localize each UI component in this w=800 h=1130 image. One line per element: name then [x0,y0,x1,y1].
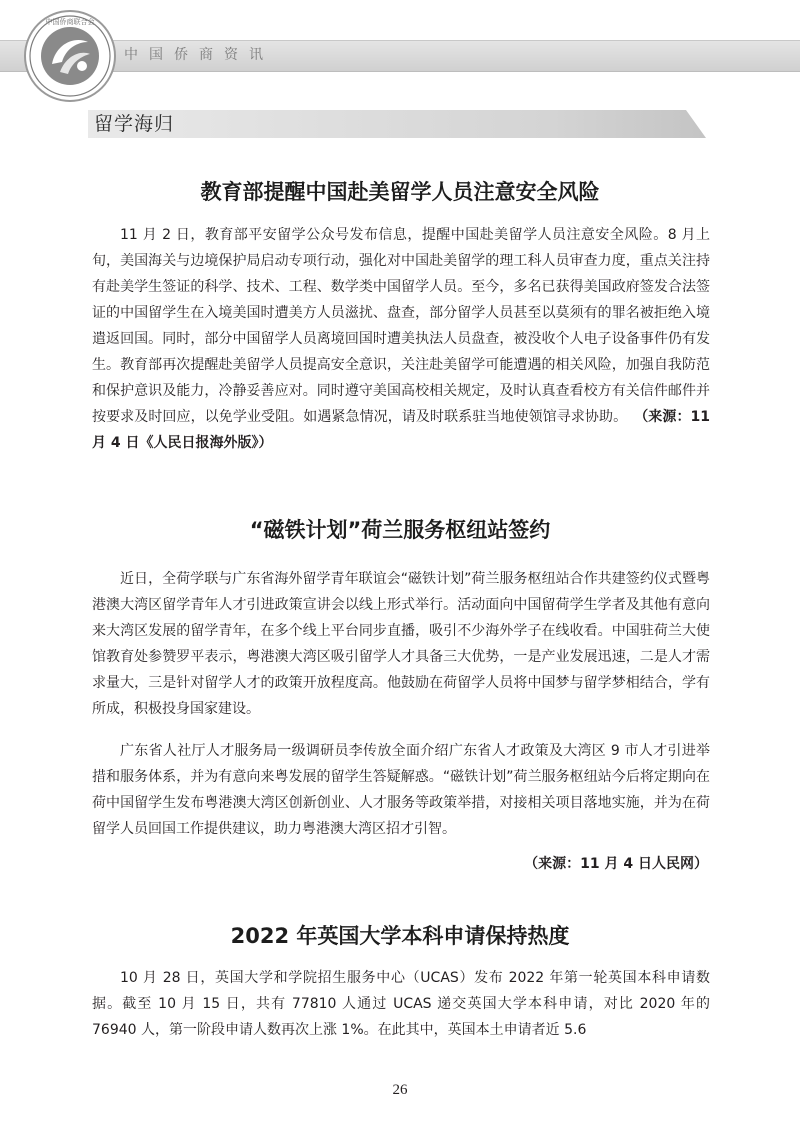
svg-text:中国侨商联合会: 中国侨商联合会 [45,18,95,26]
logo-emblem [22,8,118,104]
article-3-paragraph: 10 月 28 日，英国大学和学院招生服务中心（UCAS）发布 2022 年第一轮英国本科申请数据。截至 10 月 15 日，共有 77810 人通过 UCAS 递交英国大学本科申请，对比 2020 年的 76940 人，第一阶段申请人数再次上涨 1%。在此其中，英国本土申请者近 5.6 [92,970,710,1038]
article-3-title: 2022 年英国大学本科申请保持热度 [230,924,570,948]
article-1-body: 11 月 2 日，教育部平安留学公众号发布信息，提醒中国赴美留学人员注意安全风险。8 月上旬，美国海关与边境保护局启动专项行动，强化对中国赴美留学的理工科人员审查力度，重点关注持有赴美学生签证的科学、技术、工程、数学类中国留学人员。至今，多名已获得美国政府签发合法签证的中国留学生在入境美国时遭美方人员滋扰、盘查，部分留学人员甚至以莫须有的罪名被拒绝入境遣返回国。同时，部分中国留学人员离境回国时遭美执法人员盘查，被没收个人电子设备事件仍有发生。教育部再次提醒赴美留学人员提高安全意识，关注赴美留学可能遭遇的相关风险，加强自我防范和保护意识及能力，冷静妥善应对。同时遵守美国高校相关规定，及时认真查看校方有关信件邮件并按要求及时回应，以免学业受阻。如遇紧急情况，请及时联系驻当地使领馆寻求协助。 [92,227,710,425]
section-bar [88,110,706,138]
page-number: 26 [392,1082,408,1098]
article-2-paragraph-2: 广东省人社厅人才服务局一级调研员李传放全面介绍广东省人才政策及大湾区 9 市人才引进举措和服务体系，并为有意向来粤发展的留学生答疑解惑。“磁铁计划”荷兰服务枢纽站今后将定期向在荷中国留学生发布粤港澳大湾区创新创业、人才服务等政策举措，对接相关项目落地实施，并为在荷留学人员回国工作提供建议，助力粤港澳大湾区招才引智。 [92,743,710,837]
article-2-source: （来源：11 月 4 日人民网） [524,856,708,872]
article-1-paragraph [92,222,710,456]
article-1-source: （来源：11 月 4 日《人民日报海外版》） [92,409,711,451]
article-1-title: 教育部提醒中国赴美留学人员注意安全风险 [200,180,600,204]
section-title: 留学海归 [94,113,175,135]
logo-icon [22,8,118,104]
article-2-title: “磁铁计划”荷兰服务枢纽站签约 [249,518,551,542]
header-title: 中国侨商资讯 [124,47,274,63]
article-2-paragraph-1: 近日，全荷学联与广东省海外留学青年联谊会“磁铁计划”荷兰服务枢纽站合作共建签约仪式暨粤港澳大湾区留学青年人才引进政策宣讲会以线上形式举行。活动面向中国留荷学生学者及其他有意向来大湾区发展的留学青年，在多个线上平台同步直播，吸引不少海外学子在线收看。中国驻荷兰大使馆教育处参赞罗平表示，粤港澳大湾区吸引留学人才具备三大优势，一是产业发展迅速，二是人才需求量大，三是针对留学人才的政策开放程度高。他鼓励在荷留学人员将中国梦与留学梦相结合，学有所成，积极投身国家建设。 [92,571,710,717]
header-band [0,40,800,72]
